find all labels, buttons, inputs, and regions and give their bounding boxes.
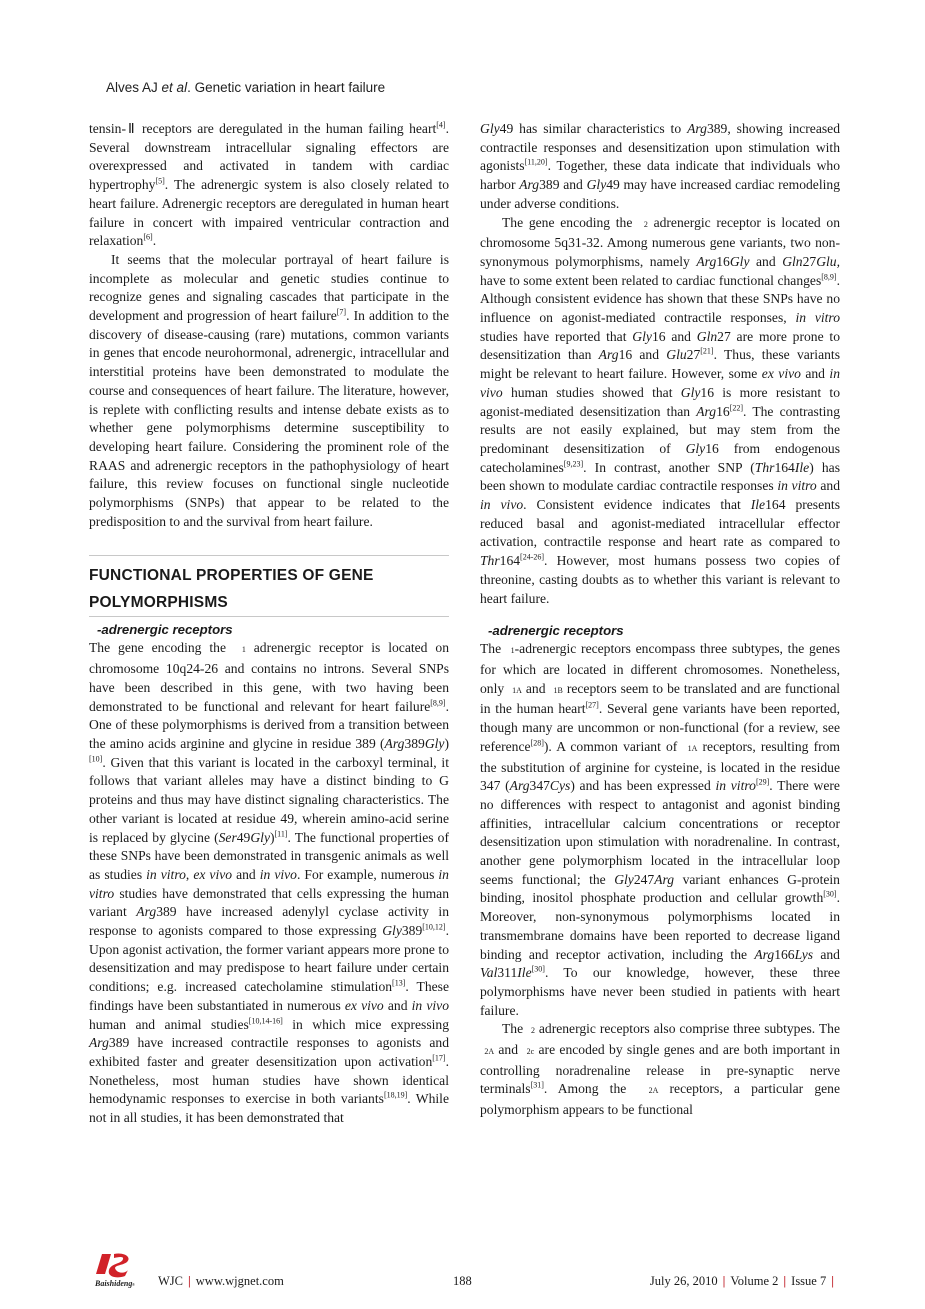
svg-text:Baishideng: Baishideng [95,1279,133,1288]
subsection-heading: -adrenergic receptors [488,623,624,639]
page-footer [0,1270,925,1295]
footer-journal: WJC | www.wjgnet.com [158,1274,284,1288]
svg-text:®: ® [132,1282,135,1287]
journal-url-link[interactable]: www.wjgnet.com [195,1274,284,1288]
publisher-logo-icon [92,1248,138,1294]
paragraph: The gene encoding the 2 adrenergic receptor is located on chromosome 5q31-32. Among numerous gene variants, two non-synonymous polymorphisms, namely Arg16Gly and Gln27Glu, have to some extent been related to cardiac functional changes[8,9]. Although consistent evidence has shown that these SNPs have no influence on agonist-mediated contractile responses, in vitro studies have reported that Gly16 and Gln27 are more prone to desensitization than Arg16 and Glu27[21]. Thus, these variants might be relevant to heart failure. However, some ex vivo and in vivo human studies showed that Gly16 is more resistant to agonist-mediated desensitization than Arg16[22]. The contrasting results are not easily explained, but may stem from the predominant desensitization of Gly16 from endogenous catecholamines[9,23]. In contrast, another SNP (Thr164Ile) has been shown to modulate cardiac contractile responses in vitro and in vivo. Consistent evidence indicates that Ile164 presents reduced basal and agonist-mediated intracellular effector activation, contractile response and heart rate as compared to Thr164[24-26]. However, most humans possess two copies of threonine, casting doubts as to whether this variant is relevant to heart failure. [480,214,840,606]
paragraph: The 1-adrenergic receptors encompass three subtypes, the genes for which are located in different chromosomes. Nonetheless, only 1A and 1B receptors seem to be translated and are functional in the human heart[27]. Several gene variants have been reported, though many are uncommon or non-functional (for a review, see reference[28]). A common variant of 1A receptors, resulting from the substitution of arginine for cysteine, is located in the residue 347 (Arg347Cys) and has been expressed in vitro[29]. There were no differences with respect to antagonist and agonist binding affinities, intracellular calcium concentrations or receptor desensitization upon stimulation with noradrenaline. In contrast, another gene polymorphism located in the intracellular loop seems functional; the Gly247Arg variant enhances G-protein binding, inositol phosphate production and cellular growth[30]. Moreover, non-synonymous polymorphisms located in transmembrane domains have been reported to decrease ligand binding and receptor activation, including the Arg166Lys and Val311Ile[30]. To our knowledge, however, these three polymorphisms have never been studied in patients with heart failure. [480,641,841,1018]
section-title: FUNCTIONAL PROPERTIES OF GENE [89,567,374,585]
left-column [89,120,449,1128]
paragraph: It seems that the molecular portrayal of heart failure is incomplete as molecular and genetic studies continue to recognize genes and signaling cascades that participate in the development and progression of heart failure[7]. In addition to the discovery of disease-causing (rare) mutations, common variants in genes that encode neurohormonal, adrenergic, intracellular and interstitial proteins have been demonstrated to modulate the course and consequences of heart failure. The literature, however, is replete with conflicting results and intense debate exists as to whether gene polymorphisms determine susceptibility to developing heart failure. Considering the prominent role of the RAAS and adrenergic receptors in the pathophysiology of heart failure, this review focuses on functional single nucleotide polymorphisms (SNPs) that appear to be related to the predisposition to and the survival from heart failure. [89,251,449,529]
subsection-heading: -adrenergic receptors [97,622,233,638]
paragraph: tensin-Ⅱ receptors are deregulated in the human failing heart[4]. Several downstream intracellular signaling effectors are overexpressed and activated in tandem with cardiac hypertrophy[5]. The adrenergic system is also closely related to heart failure. Adrenergic receptors are deregulated in human heart failure in concert with impaired ventricular contraction and relaxation[6]. [89,120,449,249]
section-divider [89,555,449,556]
page-number: 188 [453,1274,472,1288]
paragraph: The gene encoding the 1 adrenergic receptor is located on chromosome 10q24-26 and contains no introns. Several SNPs have been described in this gene, with two having been demonstrated to be functional and relevant for heart failure[8,9]. One of these polymorphisms is derived from a transition between the amino acids arginine and glycine in residue 389 (Arg389Gly)[10]. Given that this variant is located in the carboxyl terminal, it follows that variant alleles may have a distinct binding to G proteins and thus may have distinct signaling characteristics. The other variant is located at residue 49, wherein amino-acid serine is replaced by glycine (Ser49Gly)[11]. The functional properties of these SNPs have been demonstrated in transgenic animals as well as studies in vitro, ex vivo and in vivo. For example, numerous in vitro studies have demonstrated that cells expressing the human variant Arg389 have increased adenylyl cyclase activity in response to agonists compared to those expressing Gly389[10,12]. Upon agonist activation, the former variant appears more prone to desensitization and may predispose to heart failure under certain conditions; e.g. increased catecholamine stimulation[13]. These findings have been substantiated in numerous ex vivo and in vivo human and animal studies[10,14-16] in which mice expressing Arg389 have increased contractile responses to agonists and exhibited faster and greater desensitization upon activation[17]. Nonetheless, most human studies have shown identical hemodynamic responses to exercise in both variants[18,19]. While not in all studies, it has been demonstrated that [89,640,450,1126]
paragraph: The 2 adrenergic receptors also comprise three subtypes. The 2A and 2c are encoded by single genes and are both important in controlling noradrenaline release in pre-synaptic nerve terminals[31]. Among the 2A receptors, a particular gene polymorphism appears to be functional [480,1021,841,1118]
right-column [480,120,840,1120]
running-header: Alves AJ et al. Genetic variation in heart failure [106,80,386,95]
section-title: POLYMORPHISMS [89,589,449,617]
paragraph: Gly49 has similar characteristics to Arg389, showing increased contractile responses and desensitization upon stimulation with agonists[11,20]. Together, these data indicate that individuals who harbor Arg389 and Gly49 may have increased cardiac remodeling under adverse conditions. [480,121,840,211]
footer-issue-info: July 26, 2010 | Volume 2 | Issue 7 | [649,1274,834,1288]
